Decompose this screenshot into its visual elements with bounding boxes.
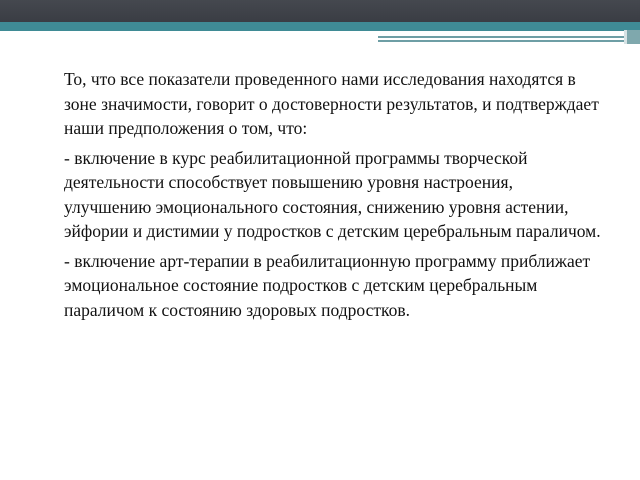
slide-body: [64, 67, 604, 327]
paragraph-conclusion-creative: - включение в курс реабилитационной программы творческой деятельности способствует повышению уровня настроения, улучшению эмоционального состояния, снижению уровня астении, эйфории и дистимии у подростков с детским церебральным параличом.: [64, 147, 601, 241]
header-accent-band: [0, 22, 640, 31]
header-bar: [0, 0, 640, 22]
paragraph-conclusion-intro: То, что все показатели проведенного нами исследования находятся в зоне значимости, говорит о достоверности результатов, и подтверждает наши предположения о том, что:: [64, 69, 599, 138]
header-accent-block: [624, 30, 640, 44]
paragraph-conclusion-art-therapy: - включение арт-терапии в реабилитационную программу приближает эмоциональное состояние подростков с детским церебральным параличом к состоянию здоровых подростков.: [64, 250, 591, 320]
header-accent-line: [378, 40, 640, 42]
header-accent-line: [378, 36, 640, 38]
